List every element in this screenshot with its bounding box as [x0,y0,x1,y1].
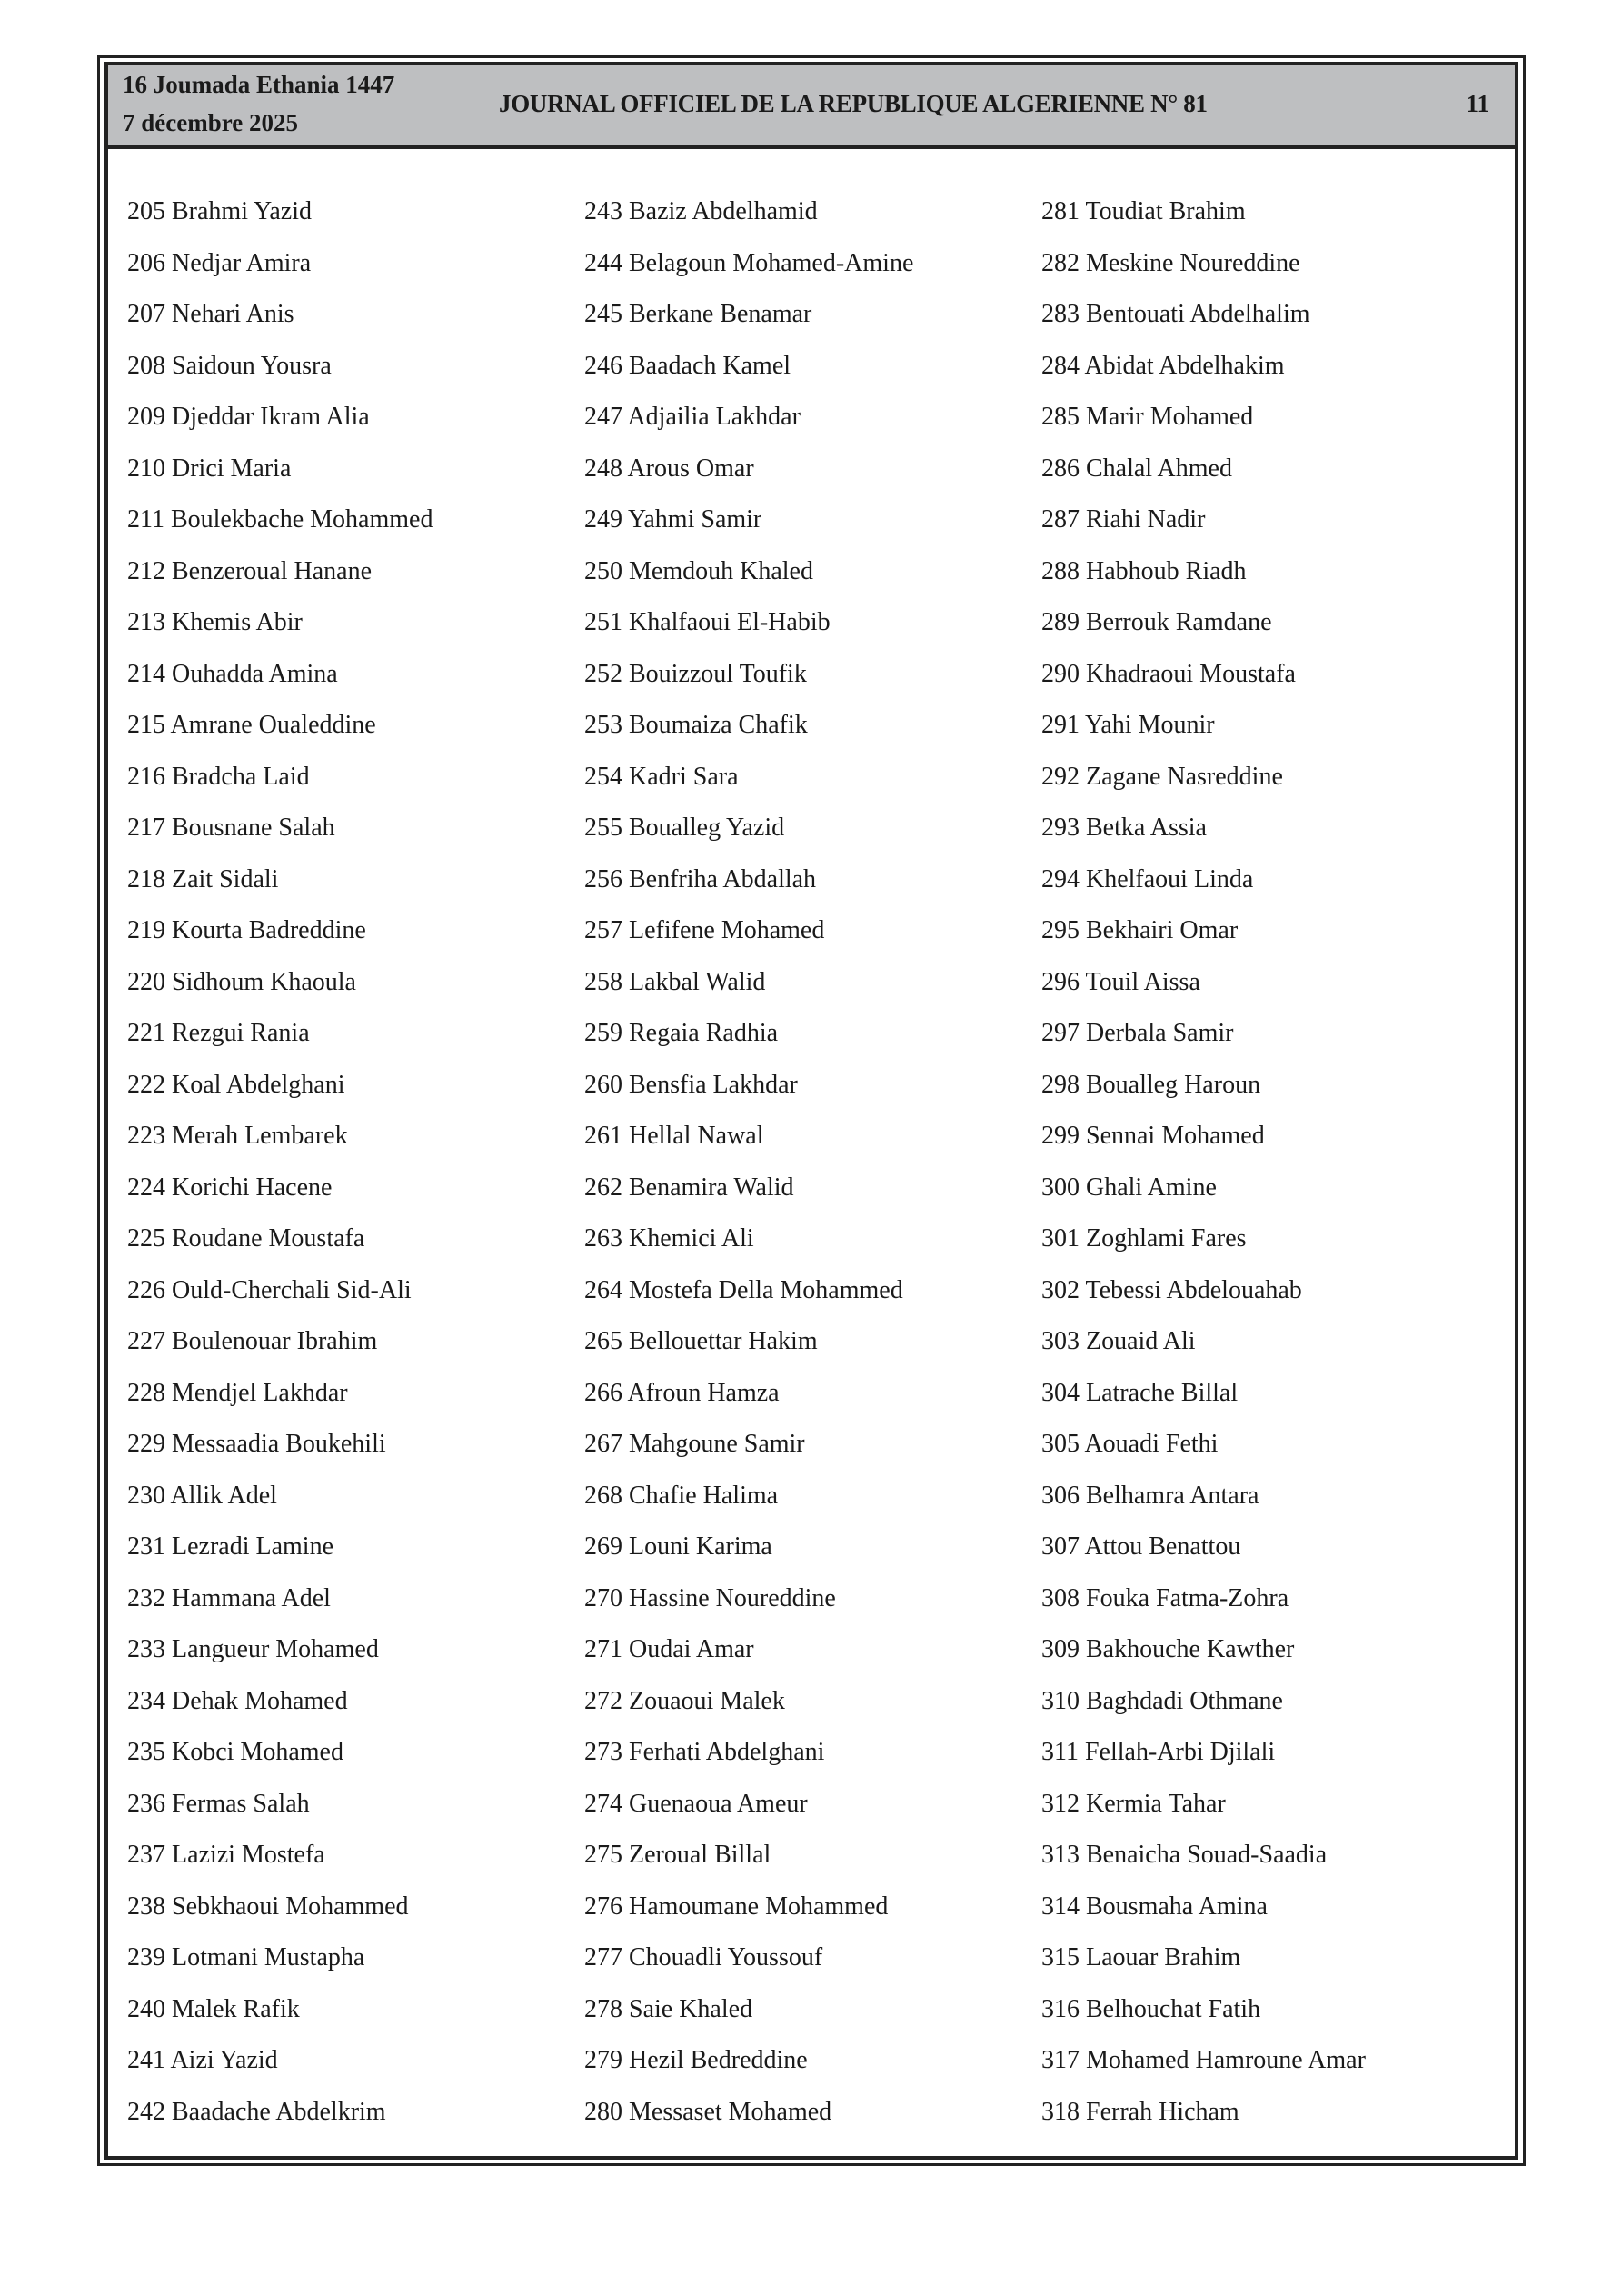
list-item: 301 Zoghlami Fares [1041,1224,1247,1253]
list-item: 293 Betka Assia [1041,814,1207,842]
list-item: 260 Bensfia Lakhdar [584,1070,798,1099]
list-item: 223 Merah Lembarek [127,1122,348,1150]
list-item: 219 Kourta Badreddine [127,916,366,944]
list-item: 298 Boualleg Haroun [1041,1070,1261,1099]
list-item: 288 Habhoub Riadh [1041,556,1247,585]
header-hijri-date: 16 Joumada Ethania 1447 [123,71,395,98]
list-item: 235 Kobci Mohamed [127,1738,343,1766]
list-item: 254 Kadri Sara [584,762,739,791]
list-item: 221 Rezgui Rania [127,1019,310,1047]
list-item: 302 Tebessi Abdelouahab [1041,1275,1302,1304]
list-item: 206 Nedjar Amira [127,248,312,277]
journal-title: JOURNAL OFFICIEL DE LA REPUBLIQUE ALGERIENNE N° 81 [499,90,1208,117]
list-item: 281 Toudiat Brahim [1041,197,1246,225]
list-item: 220 Sidhoum Khaoula [127,967,356,996]
list-item: 255 Boualleg Yazid [584,814,785,842]
list-item: 268 Chafie Halima [584,1481,779,1510]
list-item: 274 Guenaoua Ameur [584,1789,808,1818]
list-item: 291 Yahi Mounir [1041,711,1215,739]
list-item: 229 Messaadia Boukehili [127,1430,386,1458]
list-item: 297 Derbala Samir [1041,1019,1234,1047]
list-item: 256 Benfriha Abdallah [584,864,817,893]
list-item: 224 Korichi Hacene [127,1173,333,1202]
list-item: 270 Hassine Noureddine [584,1583,836,1612]
list-item: 306 Belhamra Antara [1041,1481,1259,1510]
list-item: 300 Ghali Amine [1041,1173,1217,1202]
list-item: 265 Bellouettar Hakim [584,1327,818,1355]
list-item: 212 Benzeroual Hanane [127,556,372,585]
list-item: 278 Saie Khaled [584,1994,753,2023]
name-list-column-3 [1041,194,1366,2145]
list-item: 275 Zeroual Billal [584,1841,771,1869]
list-item: 276 Hamoumane Mohammed [584,1892,889,1921]
list-item: 225 Roudane Moustafa [127,1224,365,1253]
list-item: 263 Khemici Ali [584,1224,754,1253]
page-header [108,65,1515,149]
page-number: 11 [1466,90,1489,117]
list-item: 228 Mendjel Lakhdar [127,1378,348,1407]
list-item: 247 Adjailia Lakhdar [584,403,801,431]
list-item: 308 Fouka Fatma-Zohra [1041,1583,1289,1612]
list-item: 216 Bradcha Laid [127,762,310,791]
list-item: 307 Attou Benattou [1041,1532,1241,1561]
list-item: 237 Lazizi Mostefa [127,1841,325,1869]
list-item: 241 Aizi Yazid [127,2046,278,2074]
list-item: 239 Lotmani Mustapha [127,1943,365,1972]
list-item: 249 Yahmi Samir [584,505,762,534]
list-item: 295 Bekhairi Omar [1041,916,1239,944]
list-item: 258 Lakbal Walid [584,967,766,996]
list-item: 311 Fellah-Arbi Djilali [1041,1738,1276,1766]
name-list-column-2 [584,194,913,2145]
list-item: 232 Hammana Adel [127,1583,331,1612]
list-item: 238 Sebkhaoui Mohammed [127,1892,409,1921]
list-item: 303 Zouaid Ali [1041,1327,1196,1355]
list-item: 309 Bakhouche Kawther [1041,1635,1295,1663]
list-item: 205 Brahmi Yazid [127,197,312,225]
list-item: 248 Arous Omar [584,454,754,483]
list-item: 296 Touil Aissa [1041,967,1200,996]
list-item: 230 Allik Adel [127,1481,277,1510]
list-item: 280 Messaset Mohamed [584,2097,832,2126]
list-item: 246 Baadach Kamel [584,351,791,380]
list-item: 227 Boulenouar Ibrahim [127,1327,378,1355]
list-item: 218 Zait Sidali [127,864,279,893]
list-item: 289 Berrouk Ramdane [1041,608,1272,636]
list-item: 316 Belhouchat Fatih [1041,1994,1261,2023]
list-item: 294 Khelfaoui Linda [1041,864,1254,893]
list-item: 279 Hezil Bedreddine [584,2046,808,2074]
list-item: 317 Mohamed Hamroune Amar [1041,2046,1366,2074]
list-item: 252 Bouizzoul Toufik [584,659,807,688]
list-item: 310 Baghdadi Othmane [1041,1686,1283,1715]
list-item: 262 Benamira Walid [584,1173,794,1202]
list-item: 315 Laouar Brahim [1041,1943,1241,1972]
list-item: 207 Nehari Anis [127,300,294,328]
list-item: 312 Kermia Tahar [1041,1789,1226,1818]
list-item: 251 Khalfaoui El-Habib [584,608,831,636]
list-item: 282 Meskine Noureddine [1041,248,1300,277]
list-item: 272 Zouaoui Malek [584,1686,785,1715]
list-item: 209 Djeddar Ikram Alia [127,403,370,431]
list-item: 226 Ould-Cherchali Sid-Ali [127,1275,412,1304]
list-item: 213 Khemis Abir [127,608,303,636]
list-item: 253 Boumaiza Chafik [584,711,808,739]
list-item: 250 Memdouh Khaled [584,556,813,585]
list-item: 211 Boulekbache Mohammed [127,505,433,534]
list-item: 208 Saidoun Yousra [127,351,332,380]
list-item: 215 Amrane Oualeddine [127,711,376,739]
list-item: 266 Afroun Hamza [584,1378,780,1407]
list-item: 284 Abidat Abdelhakim [1041,351,1285,380]
list-item: 283 Bentouati Abdelhalim [1041,300,1310,328]
list-item: 243 Baziz Abdelhamid [584,197,818,225]
list-item: 273 Ferhati Abdelghani [584,1738,825,1766]
list-item: 267 Mahgoune Samir [584,1430,805,1458]
list-item: 314 Bousmaha Amina [1041,1892,1268,1921]
list-item: 285 Marir Mohamed [1041,403,1254,431]
list-item: 222 Koal Abdelghani [127,1070,345,1099]
list-item: 264 Mostefa Della Mohammed [584,1275,903,1304]
list-item: 244 Belagoun Mohamed-Amine [584,248,914,277]
list-item: 318 Ferrah Hicham [1041,2097,1239,2126]
list-item: 231 Lezradi Lamine [127,1532,334,1561]
name-list-column-1 [127,194,433,2145]
list-item: 271 Oudai Amar [584,1635,754,1663]
list-item: 217 Bousnane Salah [127,814,335,842]
list-item: 214 Ouhadda Amina [127,659,338,688]
list-item: 240 Malek Rafik [127,1994,300,2023]
header-gregorian-date: 7 décembre 2025 [123,109,298,136]
list-item: 287 Riahi Nadir [1041,505,1206,534]
list-item: 236 Fermas Salah [127,1789,310,1818]
list-item: 242 Baadache Abdelkrim [127,2097,386,2126]
list-item: 261 Hellal Nawal [584,1122,764,1150]
list-item: 277 Chouadli Youssouf [584,1943,823,1972]
list-item: 210 Drici Maria [127,454,292,483]
list-item: 292 Zagane Nasreddine [1041,762,1283,791]
list-item: 304 Latrache Billal [1041,1378,1239,1407]
list-item: 305 Aouadi Fethi [1041,1430,1219,1458]
list-item: 234 Dehak Mohamed [127,1686,348,1715]
list-item: 245 Berkane Benamar [584,300,812,328]
list-item: 269 Louni Karima [584,1532,772,1561]
list-item: 233 Langueur Mohamed [127,1635,379,1663]
list-item: 299 Sennai Mohamed [1041,1122,1265,1150]
list-item: 290 Khadraoui Moustafa [1041,659,1296,688]
list-item: 257 Lefifene Mohamed [584,916,825,944]
list-item: 286 Chalal Ahmed [1041,454,1232,483]
list-item: 313 Benaicha Souad-Saadia [1041,1841,1328,1869]
list-item: 259 Regaia Radhia [584,1019,779,1047]
